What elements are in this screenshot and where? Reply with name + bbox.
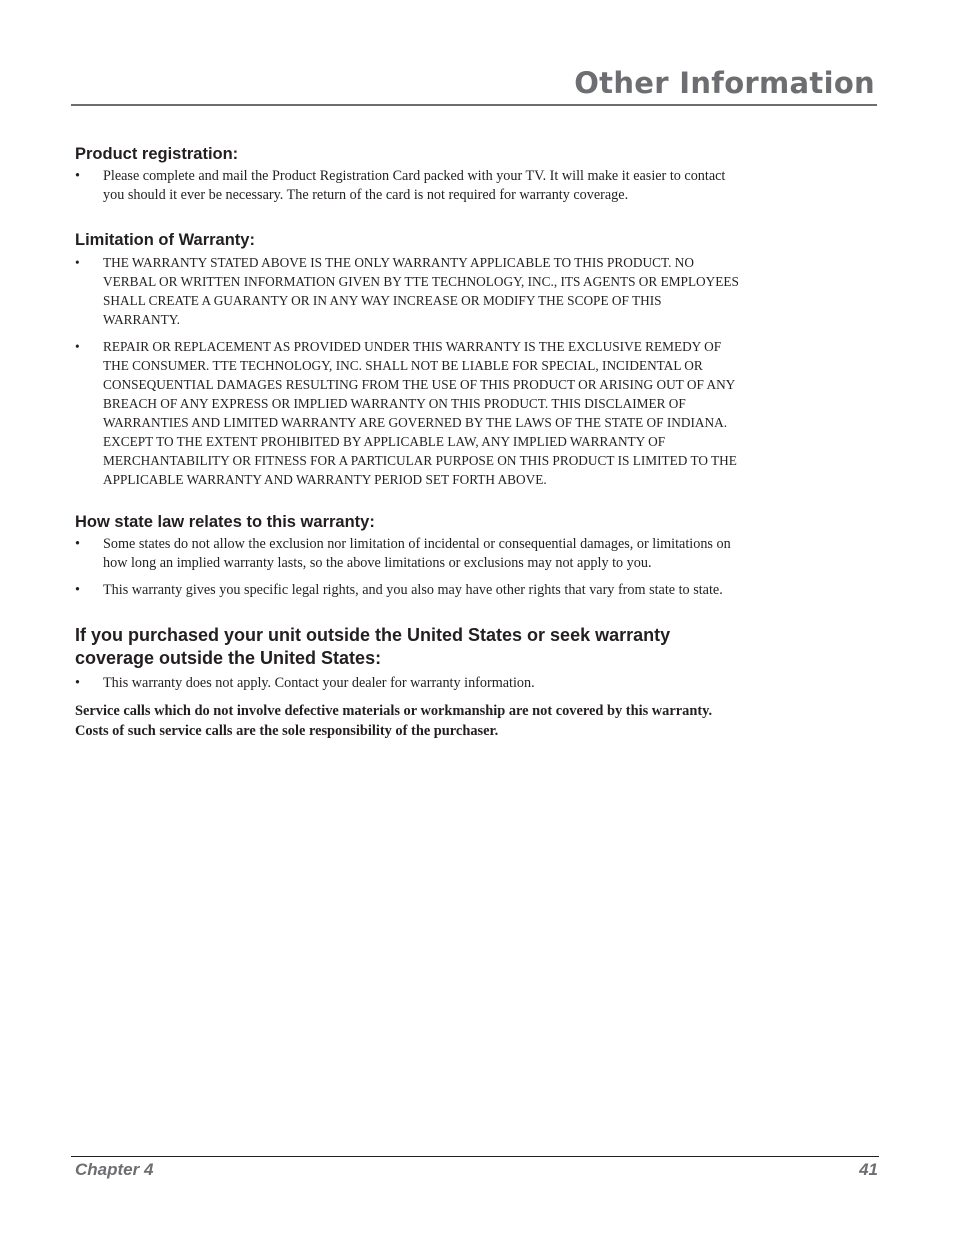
section-state-law	[75, 513, 740, 600]
bullet-icon: •	[75, 255, 80, 270]
section-heading: Product registration:	[75, 145, 239, 163]
bullet-icon: •	[75, 168, 80, 184]
list-item	[75, 253, 740, 329]
bullet-icon: •	[75, 675, 80, 691]
list-item	[75, 535, 740, 573]
page-number: 41	[859, 1160, 878, 1179]
bullet-icon: •	[75, 582, 80, 598]
page-content	[75, 145, 740, 741]
list-item-text: This warranty gives you specific legal rights, and you also may have other rights that vary from state to state.	[103, 582, 723, 598]
list-item-text: REPAIR OR REPLACEMENT AS PROVIDED UNDER THIS WARRANTY IS THE EXCLUSIVE REMEDY OF THE CONSUMER. TTE TECHNOLOGY, INC. SHALL NOT BE LIABLE FOR SPECIAL, INCIDENTAL OR CONSEQUENTIAL DAMAGES RESULTING FROM THE USE OF THIS PRODUCT OR ARISING OUT OF ANY BREACH OF ANY EXPRESS OR IMPLIED WARRANTY ON THIS PRODUCT. THIS DISCLAIMER OF WARRANTIES AND LIMITED WARRANTY ARE GOVERNED BY THE LAWS OF THE STATE OF INDIANA. EXCEPT TO THE EXTENT PROHIBITED BY APPLICABLE LAW, ANY IMPLIED WARRANTY OF MERCHANTABILITY OR FITNESS FOR A PARTICULAR PURPOSE ON THIS PRODUCT IS LIMITED TO THE APPLICABLE WARRANTY AND WARRANTY PERIOD SET FORTH ABOVE.	[103, 339, 737, 487]
bullet-icon: •	[75, 339, 80, 354]
section-outside-us	[75, 624, 740, 693]
list-item	[75, 674, 740, 693]
list-item	[75, 581, 740, 600]
footer-rule	[71, 1156, 879, 1157]
header-rule	[71, 104, 877, 106]
service-calls-notice: Service calls which do not involve defective materials or workmanship are not covered by this warranty. Costs of such service calls are the sole responsibility of the purchaser.	[75, 703, 713, 739]
bullet-list	[75, 535, 740, 600]
list-item-text: Some states do not allow the exclusion nor limitation of incidental or consequential damages, or limitations on how long an implied warranty lasts, so the above limitations or exclusions may not apply to you.	[103, 536, 731, 571]
section-product-registration	[75, 145, 740, 205]
section-heading: Limitation of Warranty:	[75, 231, 255, 249]
list-item-text: This warranty does not apply. Contact your dealer for warranty information.	[103, 675, 535, 691]
list-item-text: THE WARRANTY STATED ABOVE IS THE ONLY WARRANTY APPLICABLE TO THIS PRODUCT. NO VERBAL OR WRITTEN INFORMATION GIVEN BY TTE TECHNOLOGY, INC., ITS AGENTS OR EMPLOYEES SHALL CREATE A GUARANTY OR IN ANY WAY INCREASE OR MODIFY THE SCOPE OF THIS WARRANTY.	[103, 255, 739, 327]
bullet-list	[75, 674, 740, 693]
section-limitation-of-warranty	[75, 231, 740, 489]
list-item-text: Please complete and mail the Product Registration Card packed with your TV. It will make it easier to contact you should it ever be necessary. The return of the card is not required for warranty coverage.	[103, 168, 726, 203]
bullet-list	[75, 253, 740, 489]
bullet-list	[75, 167, 740, 205]
section-heading: How state law relates to this warranty:	[75, 513, 375, 531]
section-heading: If you purchased your unit outside the United States or seek warranty coverage outside the United States:	[75, 625, 671, 668]
bullet-icon: •	[75, 536, 80, 552]
footer-chapter: Chapter 4	[75, 1160, 154, 1179]
list-item	[75, 167, 740, 205]
list-item	[75, 337, 740, 489]
page-title: Other Information	[574, 66, 875, 100]
